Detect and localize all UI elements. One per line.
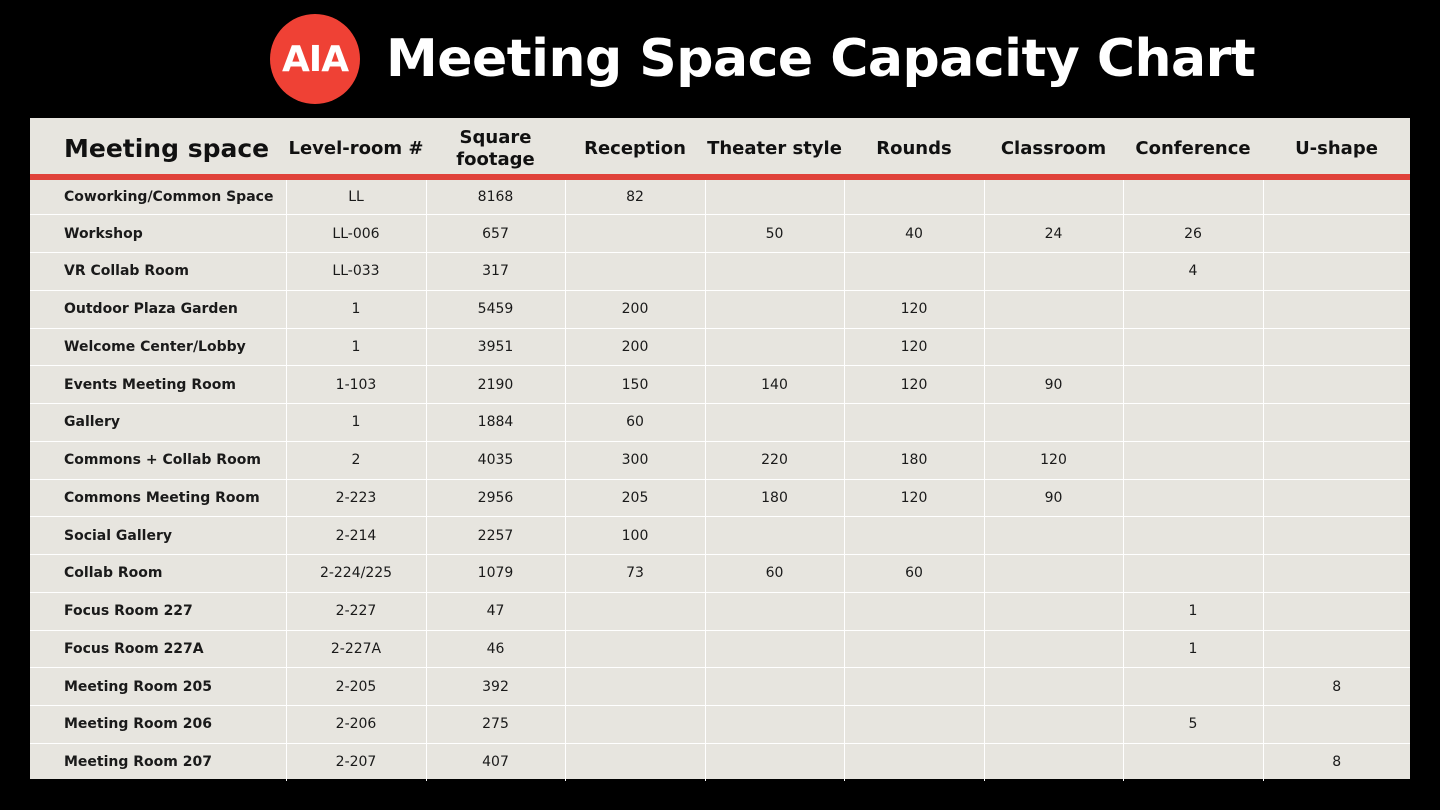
- table-cell: 407: [426, 743, 565, 781]
- table-cell: 2956: [426, 479, 565, 517]
- table-row: [30, 479, 1410, 517]
- table-header-row: [30, 118, 1410, 177]
- table-cell: 120: [844, 366, 984, 404]
- table-cell: 220: [705, 441, 844, 479]
- table-cell: [984, 404, 1123, 442]
- table-cell: 275: [426, 706, 565, 744]
- table-cell: 50: [705, 215, 844, 253]
- table-cell: [984, 517, 1123, 555]
- capacity-table: [30, 118, 1410, 781]
- table-cell: [844, 668, 984, 706]
- table-cell: [705, 177, 844, 215]
- table-cell: 5459: [426, 290, 565, 328]
- table-cell: 1884: [426, 404, 565, 442]
- column-header-square-footage: Square footage: [426, 118, 565, 177]
- table-cell: [705, 630, 844, 668]
- table-cell: [1263, 366, 1410, 404]
- table-row: [30, 253, 1410, 291]
- table-cell: 1079: [426, 555, 565, 593]
- table-cell: 8: [1263, 668, 1410, 706]
- table-cell: LL-006: [286, 215, 426, 253]
- table-cell: 5: [1123, 706, 1263, 744]
- table-cell: 90: [984, 366, 1123, 404]
- table-cell: 4: [1123, 253, 1263, 291]
- meeting-space-name: Meeting Room 205: [30, 668, 286, 706]
- table-cell: [844, 592, 984, 630]
- table-cell: [705, 592, 844, 630]
- table-cell: 1-103: [286, 366, 426, 404]
- table-cell: [844, 743, 984, 781]
- column-header-reception: Reception: [565, 118, 705, 177]
- meeting-space-name: Outdoor Plaza Garden: [30, 290, 286, 328]
- table-cell: [565, 630, 705, 668]
- table-cell: [705, 706, 844, 744]
- meeting-space-name: Workshop: [30, 215, 286, 253]
- table-cell: 60: [844, 555, 984, 593]
- table-row: [30, 555, 1410, 593]
- table-cell: 60: [705, 555, 844, 593]
- table-cell: [984, 668, 1123, 706]
- column-header-conference: Conference: [1123, 118, 1263, 177]
- meeting-space-name: Welcome Center/Lobby: [30, 328, 286, 366]
- table-cell: [1263, 253, 1410, 291]
- table-cell: [565, 215, 705, 253]
- table-cell: 150: [565, 366, 705, 404]
- table-cell: [1263, 592, 1410, 630]
- column-header-rounds: Rounds: [844, 118, 984, 177]
- meeting-space-name: Meeting Room 207: [30, 743, 286, 781]
- table-row: [30, 366, 1410, 404]
- table-cell: [844, 253, 984, 291]
- meeting-space-name: VR Collab Room: [30, 253, 286, 291]
- table-cell: [984, 177, 1123, 215]
- table-cell: 1: [286, 328, 426, 366]
- table-cell: [705, 517, 844, 555]
- table-row: [30, 404, 1410, 442]
- table-cell: 120: [984, 441, 1123, 479]
- table-cell: 300: [565, 441, 705, 479]
- table-cell: [1263, 290, 1410, 328]
- meeting-space-name: Focus Room 227: [30, 592, 286, 630]
- table-cell: 26: [1123, 215, 1263, 253]
- table-row: [30, 706, 1410, 744]
- table-cell: 2257: [426, 517, 565, 555]
- table-cell: [1263, 479, 1410, 517]
- table-cell: 1: [1123, 630, 1263, 668]
- table-cell: 2190: [426, 366, 565, 404]
- table-cell: 47: [426, 592, 565, 630]
- table-cell: [844, 404, 984, 442]
- column-header-classroom: Classroom: [984, 118, 1123, 177]
- table-row: [30, 743, 1410, 781]
- table-cell: 4035: [426, 441, 565, 479]
- table-cell: 200: [565, 290, 705, 328]
- table-cell: 60: [565, 404, 705, 442]
- table-cell: 1: [1123, 592, 1263, 630]
- table-cell: [705, 743, 844, 781]
- table-cell: [844, 706, 984, 744]
- table-cell: [565, 668, 705, 706]
- table-body: [30, 177, 1410, 781]
- table-cell: 2-205: [286, 668, 426, 706]
- table-cell: 2-206: [286, 706, 426, 744]
- table-cell: [1123, 177, 1263, 215]
- table-cell: 3951: [426, 328, 565, 366]
- table-cell: [1123, 366, 1263, 404]
- table-cell: [1123, 441, 1263, 479]
- table-cell: [565, 592, 705, 630]
- table-cell: [1263, 630, 1410, 668]
- table-cell: [1263, 177, 1410, 215]
- table-cell: 1: [286, 290, 426, 328]
- table-cell: 24: [984, 215, 1123, 253]
- table-cell: 2: [286, 441, 426, 479]
- table-cell: 317: [426, 253, 565, 291]
- table-row: [30, 517, 1410, 555]
- meeting-space-name: Coworking/Common Space: [30, 177, 286, 215]
- table-row: [30, 668, 1410, 706]
- table-cell: [984, 743, 1123, 781]
- table-cell: 2-224/225: [286, 555, 426, 593]
- table-cell: [1263, 441, 1410, 479]
- page-title: Meeting Space Capacity Chart: [386, 29, 1256, 89]
- table-cell: 2-214: [286, 517, 426, 555]
- logo-text: AIA: [281, 38, 349, 80]
- table-cell: [984, 706, 1123, 744]
- table-cell: 657: [426, 215, 565, 253]
- table-cell: [1123, 404, 1263, 442]
- table-cell: 2-207: [286, 743, 426, 781]
- table-cell: [705, 290, 844, 328]
- page-header: [0, 0, 1440, 118]
- meeting-space-name: Focus Room 227A: [30, 630, 286, 668]
- table-cell: 392: [426, 668, 565, 706]
- table-cell: [705, 253, 844, 291]
- table-row: [30, 592, 1410, 630]
- column-header-level-room: Level-room #: [286, 118, 426, 177]
- table-cell: LL: [286, 177, 426, 215]
- meeting-space-name: Commons + Collab Room: [30, 441, 286, 479]
- table-cell: 40: [844, 215, 984, 253]
- meeting-space-name: Commons Meeting Room: [30, 479, 286, 517]
- table-cell: [844, 177, 984, 215]
- table-cell: 2-223: [286, 479, 426, 517]
- aia-logo: [270, 14, 360, 104]
- table-cell: [705, 668, 844, 706]
- table-row: [30, 290, 1410, 328]
- table-cell: [1263, 517, 1410, 555]
- table-cell: [984, 630, 1123, 668]
- table-cell: [984, 592, 1123, 630]
- table-row: [30, 441, 1410, 479]
- table-cell: [565, 743, 705, 781]
- meeting-space-name: Collab Room: [30, 555, 286, 593]
- table-cell: [984, 253, 1123, 291]
- table-cell: [565, 253, 705, 291]
- table-cell: [984, 328, 1123, 366]
- table-cell: [984, 290, 1123, 328]
- table-cell: [705, 328, 844, 366]
- table-cell: 200: [565, 328, 705, 366]
- table-cell: 82: [565, 177, 705, 215]
- meeting-space-name: Events Meeting Room: [30, 366, 286, 404]
- table-cell: [1263, 555, 1410, 593]
- table-cell: 180: [844, 441, 984, 479]
- capacity-table-container: [30, 118, 1410, 779]
- table-cell: [1263, 404, 1410, 442]
- table-cell: 46: [426, 630, 565, 668]
- table-cell: 140: [705, 366, 844, 404]
- table-cell: 8: [1332, 754, 1342, 771]
- table-cell: [705, 404, 844, 442]
- table-cell: 120: [844, 479, 984, 517]
- table-cell: [844, 517, 984, 555]
- table-cell: [565, 706, 705, 744]
- table-row: [30, 328, 1410, 366]
- column-header-meeting-space: Meeting space: [30, 118, 286, 177]
- column-header-u-shape: U-shape: [1263, 118, 1410, 177]
- table-cell: 205: [565, 479, 705, 517]
- table-cell: [1123, 555, 1263, 593]
- table-cell: 2-227: [286, 592, 426, 630]
- table-row: [30, 630, 1410, 668]
- meeting-space-name: Social Gallery: [30, 517, 286, 555]
- meeting-space-name: Gallery: [30, 404, 286, 442]
- table-cell: LL-033: [286, 253, 426, 291]
- table-cell: [984, 555, 1123, 593]
- table-cell: 2-227A: [286, 630, 426, 668]
- table-cell: 8168: [426, 177, 565, 215]
- table-row: [30, 215, 1410, 253]
- table-cell: 100: [565, 517, 705, 555]
- table-cell: [844, 630, 984, 668]
- table-cell: [1123, 290, 1263, 328]
- column-header-theater-style: Theater style: [705, 118, 844, 177]
- table-cell: 120: [844, 290, 984, 328]
- table-row: [30, 177, 1410, 215]
- table-cell: [1123, 479, 1263, 517]
- table-cell: [1263, 328, 1410, 366]
- table-cell: 1: [286, 404, 426, 442]
- table-cell: [1263, 706, 1410, 744]
- table-cell: [1123, 328, 1263, 366]
- table-cell: [1123, 517, 1263, 555]
- table-cell: [1123, 668, 1263, 706]
- table-cell: 73: [565, 555, 705, 593]
- meeting-space-name: Meeting Room 206: [30, 706, 286, 744]
- table-cell: 90: [984, 479, 1123, 517]
- table-cell: 180: [705, 479, 844, 517]
- table-cell: [1123, 743, 1263, 781]
- table-cell: [1263, 215, 1410, 253]
- table-cell: 120: [844, 328, 984, 366]
